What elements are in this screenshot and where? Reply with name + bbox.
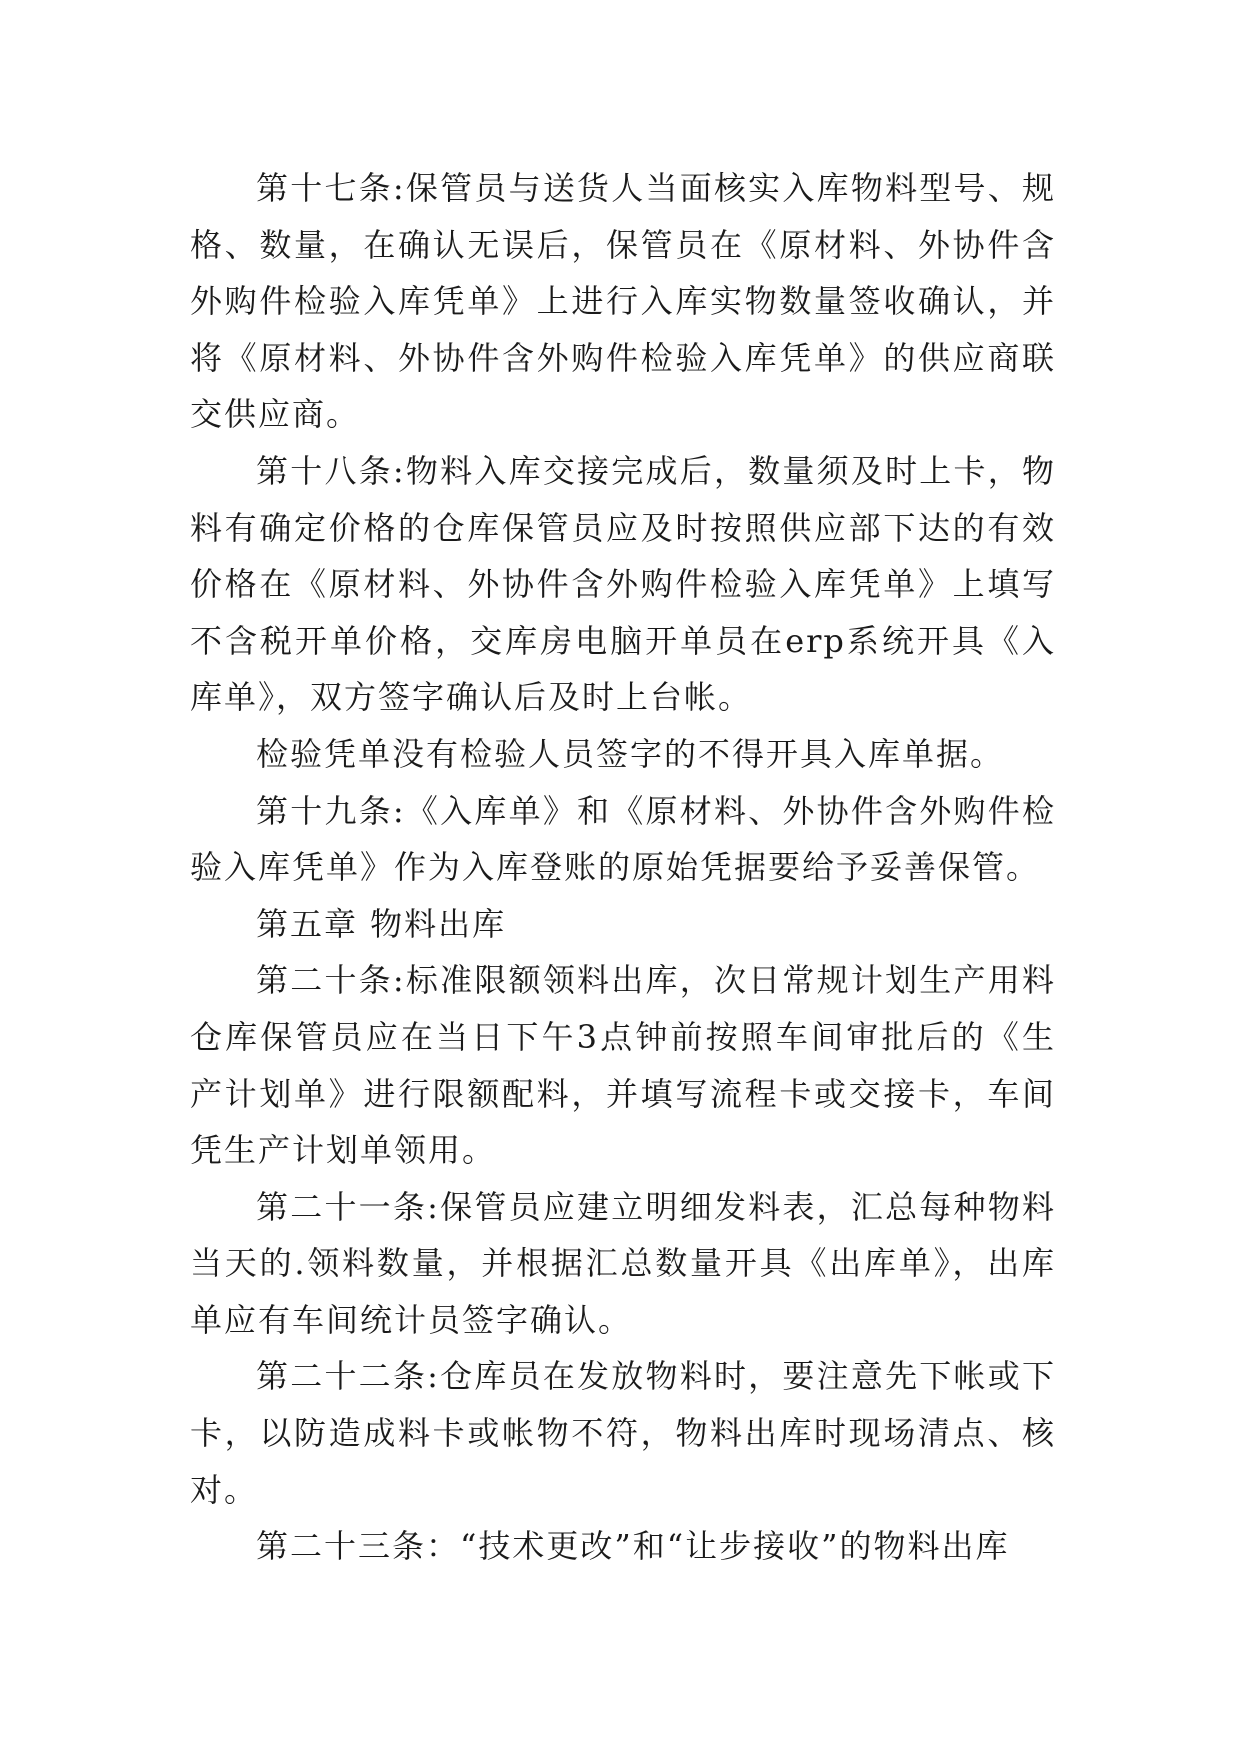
paragraph-article-18: 第十八条:物料入库交接完成后，数量须及时上卡，物料有确定价格的仓库保管员应及时按照供应部下达的有效价格在《原材料、外协件含外购件检验入库凭单》上填写不含税开单价格，交库房电脑开单员在erp系统开具《入库单》，双方签字确认后及时上台帐。 bbox=[190, 451, 1056, 717]
chapter-heading: 第五章 物料出库 bbox=[256, 904, 507, 943]
paragraph-article-22: 第二十二条:仓库员在发放物料时，要注意先下帐或下卡，以防造成料卡或帐物不符，物料出库时现场清点、核对。 bbox=[190, 1357, 1056, 1509]
paragraph-inspection-note: 检验凭单没有检验人员签字的不得开具入库单据。 bbox=[256, 734, 1005, 773]
paragraph-article-19: 第十九条:《入库单》和《原材料、外协件含外购件检验入库凭单》作为入库登账的原始凭据要给予妥善保管。 bbox=[190, 791, 1056, 887]
document-body bbox=[190, 160, 1056, 1575]
paragraph-article-20: 第二十条:标准限额领料出库，次日常规计划生产用料仓库保管员应在当日下午3点钟前按照车间审批后的《生产计划单》进行限额配料，并填写流程卡或交接卡，车间凭生产计划单领用。 bbox=[190, 961, 1056, 1170]
paragraph-article-21: 第二十一条:保管员应建立明细发料表，汇总每种物料当天的.领料数量，并根据汇总数量开具《出库单》，出库单应有车间统计员签字确认。 bbox=[190, 1187, 1056, 1339]
paragraph-article-17: 第十七条:保管员与送货人当面核实入库物料型号、规格、数量，在确认无误后，保管员在《原材料、外协件含外购件检验入库凭单》上进行入库实物数量签收确认，并将《原材料、外协件含外购件检验入库凭单》的供应商联交供应商。 bbox=[190, 169, 1056, 434]
paragraph-article-23: 第二十三条：“技术更改”和“让步接收”的物料出库 bbox=[256, 1527, 1010, 1566]
